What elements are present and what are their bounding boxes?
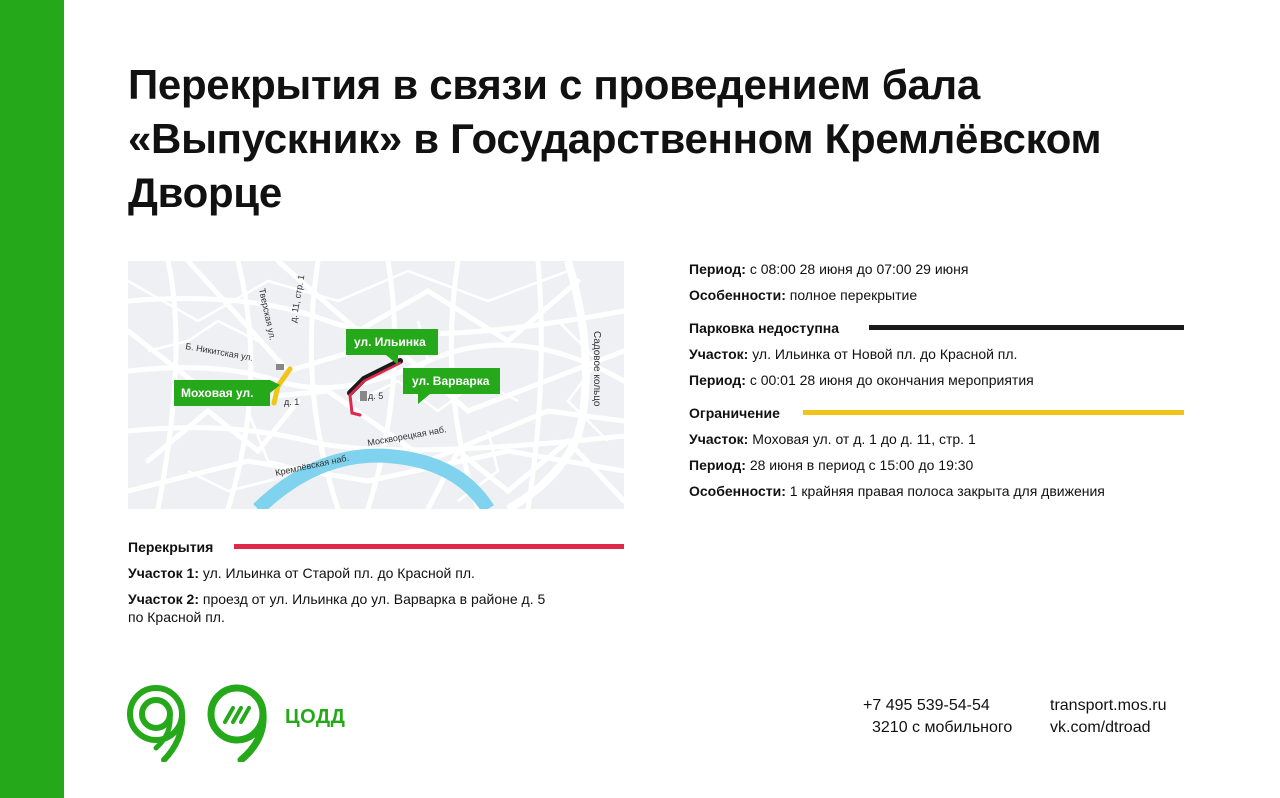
codd-logo-icon bbox=[205, 684, 271, 762]
restriction-features bbox=[689, 482, 1105, 500]
general-period-text: с 08:00 28 июня до 07:00 29 июня bbox=[745, 261, 969, 277]
street-moskvoretskaya: Москворецкая наб. bbox=[366, 424, 448, 448]
closure-map bbox=[128, 261, 624, 509]
parking-period-text: с 00:01 28 июня до окончания мероприятия bbox=[745, 372, 1034, 388]
street-sadovoe: Садовое кольцо bbox=[591, 331, 602, 407]
label-ilinka-text: ул. Ильинка bbox=[354, 335, 426, 349]
restriction-features-text: 1 крайняя правая полоса закрыта для движения bbox=[785, 483, 1105, 499]
general-features bbox=[689, 286, 917, 304]
phone-number[interactable]: +7 495 539-54-54 bbox=[863, 697, 990, 714]
mobile-short-number[interactable]: 3210 с мобильного bbox=[872, 719, 1013, 736]
building-d5-marker bbox=[360, 391, 367, 401]
restriction-section-text: Моховая ул. от д. 1 до д. 11, стр. 1 bbox=[748, 431, 976, 447]
brand-green-bar bbox=[0, 0, 64, 798]
restriction-period bbox=[689, 456, 973, 474]
general-features-label: Особенности: bbox=[689, 287, 786, 303]
closures-red-rule bbox=[234, 544, 624, 549]
parking-period-label: Период: bbox=[689, 372, 746, 388]
page-title: Перекрытия в связи с проведением бала «Выпускник» в Государственном Кремлёвском Дворце bbox=[128, 61, 1102, 216]
closure-item-2 bbox=[128, 590, 545, 608]
parking-section bbox=[689, 345, 1017, 363]
street-kremlevskaya: Кремлёвская наб. bbox=[274, 452, 350, 478]
label-mokhovaya-text: Моховая ул. bbox=[181, 386, 254, 400]
parking-period bbox=[689, 371, 1034, 389]
general-features-text: полное перекрытие bbox=[785, 287, 918, 303]
restriction-yellow-rule bbox=[803, 410, 1184, 415]
restriction-section bbox=[689, 430, 976, 448]
closure-item-1-label: Участок 1: bbox=[128, 565, 199, 581]
closure-item-1 bbox=[128, 564, 475, 582]
codd-logo-text: ЦОДД bbox=[285, 706, 346, 728]
general-period-label: Период: bbox=[689, 261, 746, 277]
street-d5: д. 5 bbox=[368, 391, 384, 401]
label-mokhovaya bbox=[174, 380, 280, 406]
restriction-features-label: Особенности: bbox=[689, 483, 786, 499]
map-graphic bbox=[128, 261, 624, 509]
closure-item-1-text: ул. Ильинка от Старой пл. до Красной пл. bbox=[198, 565, 475, 581]
parking-section-label: Участок: bbox=[689, 346, 749, 362]
street-tverskaya: Тверская ул. bbox=[257, 287, 278, 342]
street-nikitskaya: Б. Никитская ул. bbox=[184, 341, 254, 363]
restriction-section-label: Участок: bbox=[689, 431, 749, 447]
parking-heading: Парковка недоступна bbox=[689, 320, 840, 336]
closure-item-2-line2: по Красной пл. bbox=[128, 609, 225, 625]
vk-link[interactable]: vk.com/dtroad bbox=[1050, 719, 1151, 736]
general-period bbox=[689, 260, 969, 278]
moscow-transport-logo-icon bbox=[126, 684, 192, 762]
label-varvarka-text: ул. Варварка bbox=[412, 374, 490, 388]
restriction-period-label: Период: bbox=[689, 457, 746, 473]
street-d11: д. 11, стр. 1 bbox=[288, 274, 307, 324]
site-link[interactable]: transport.mos.ru bbox=[1050, 697, 1167, 714]
restriction-period-text: 28 июня в период с 15:00 до 19:30 bbox=[745, 457, 974, 473]
closures-heading: Перекрытия bbox=[128, 539, 214, 555]
parking-section-text: ул. Ильинка от Новой пл. до Красной пл. bbox=[748, 346, 1018, 362]
closure-item-2-text: проезд от ул. Ильинка до ул. Варварка в районе д. 5 bbox=[198, 591, 546, 607]
restriction-heading: Ограничение bbox=[689, 405, 780, 421]
building-d11-marker bbox=[276, 364, 284, 370]
street-d1: д. 1 bbox=[284, 397, 300, 407]
closure-item-2-label: Участок 2: bbox=[128, 591, 199, 607]
parking-black-rule bbox=[869, 325, 1184, 330]
